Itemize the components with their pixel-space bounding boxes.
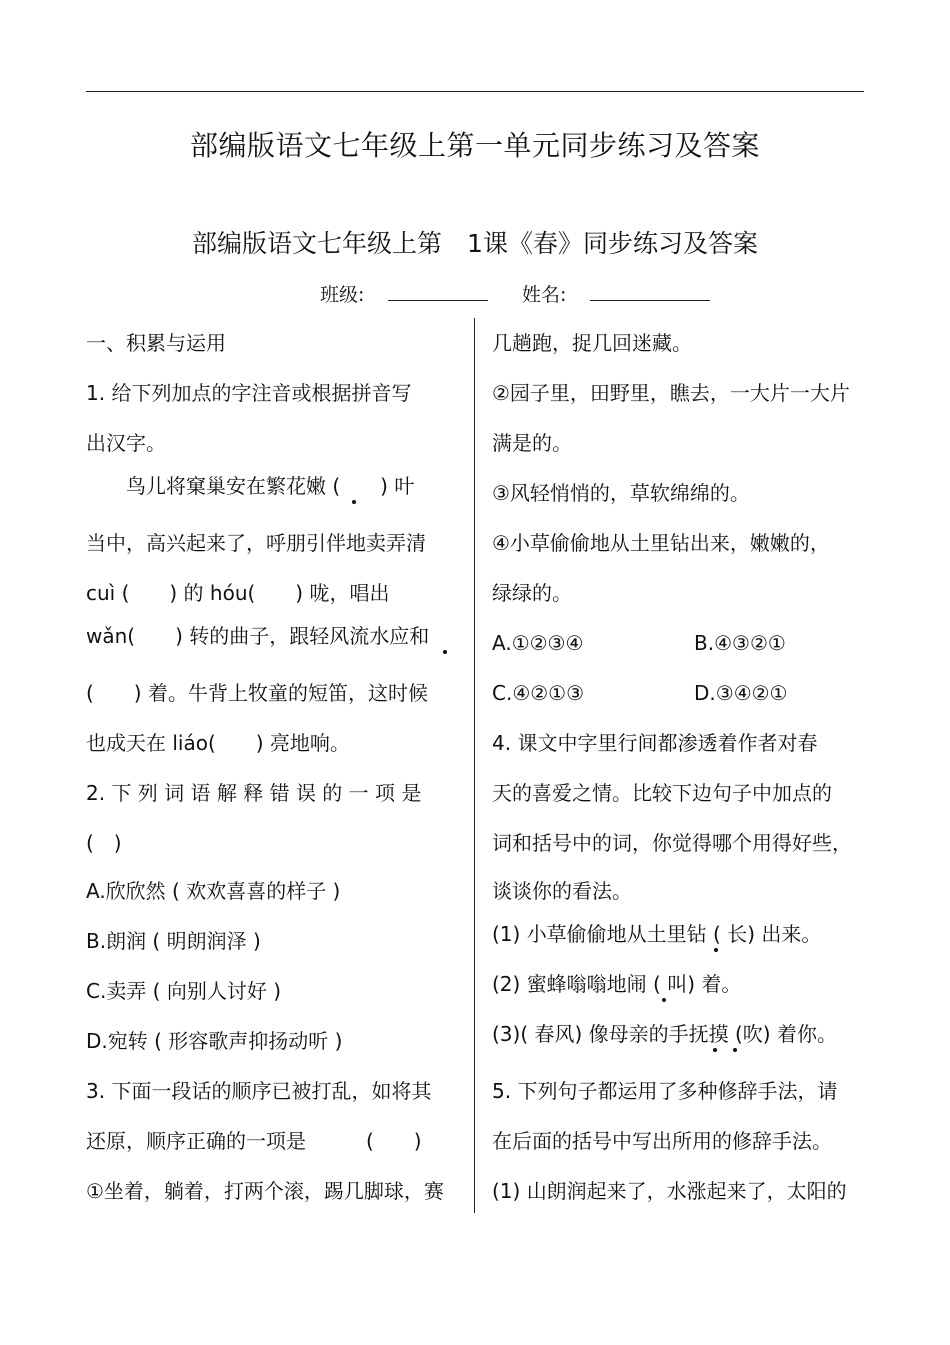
question-line: 天的喜爱之情。比较下边句子中加点的 [492,781,832,805]
class-label: 班级: [320,284,365,306]
option-d: D.③④②① [694,681,788,705]
passage-line: cuì ( ) 的 hóu( ) 咙，唱出 [86,581,390,605]
sentence-item: (2) 蜜蜂嗡嗡地闹 ( 叫) 着。 [492,972,742,996]
column-divider [474,318,475,1213]
passage-line: wǎn( ) 转的曲子，跟轻风流水应和 [86,624,430,648]
question-line: 词和括号中的词，你觉得哪个用得好些， [492,831,852,855]
option-b: B.④③②① [694,631,786,655]
passage-line: ①坐着，躺着，打两个滚，踢几脚球，赛 [86,1179,444,1203]
option-d: D.宛转 ( 形容歌声抑扬动听 ) [86,1029,343,1053]
passage-line: 鸟儿将窠巢安在繁花嫩 ( ) 叶 [86,474,415,498]
emphasis-dot [714,948,718,952]
passage-line: ④小草偷偷地从土里钻出来，嫩嫩的， [492,531,830,555]
emphasis-dot [443,650,447,654]
question-line: 谈谈你的看法。 [492,879,632,903]
class-blank [388,300,488,301]
passage-line: 也成天在 liáo( ) 亮地响。 [86,731,350,755]
question-line: 1. 给下列加点的字注音或根据拼音写 [86,381,412,405]
question-line: 3. 下面一段话的顺序已被打乱，如将其 [86,1079,432,1103]
option-a: A.欣欣然 ( 欢欢喜喜的样子 ) [86,879,341,903]
document-title: 部编版语文七年级上第一单元同步练习及答案 [189,129,760,162]
passage-line: 满是的。 [492,431,572,455]
sentence-item: (1) 小草偷偷地从土里钻 ( 长) 出来。 [492,922,822,946]
emphasis-dot [713,1048,717,1052]
answer-bracket: ( ) [86,831,122,855]
emphasis-dot [352,500,356,504]
passage-line: 几趟跑，捉几回迷藏。 [492,331,692,355]
lesson-title: 部编版语文七年级上第 1课《春》同步练习及答案 [192,229,758,258]
name-label: 姓名: [522,284,567,306]
emphasis-dot [662,998,666,1002]
question-line: 在后面的括号中写出所用的修辞手法。 [492,1129,832,1153]
question-line: 还原，顺序正确的一项是 ( ) [86,1129,422,1153]
name-blank [590,300,710,301]
option-a: A.①②③④ [492,631,584,655]
question-line: 2. 下 列 词 语 解 释 错 误 的 一 项 是 [86,781,422,805]
option-c: C.卖弄 ( 向别人讨好 ) [86,979,281,1003]
section-heading: 一、积累与运用 [86,331,226,355]
sentence-item: (3)( 春风) 像母亲的手抚摸 (吹) 着你。 [492,1022,837,1046]
question-line: 4. 课文中字里行间都渗透着作者对春 [492,731,818,755]
passage-line: 当中，高兴起来了，呼朋引伴地卖弄清 [86,531,426,555]
option-c: C.④②①③ [492,681,585,705]
emphasis-dot [733,1048,737,1052]
passage-line: ②园子里，田野里，瞧去，一大片一大片 [492,381,850,405]
sentence-item: (1) 山朗润起来了，水涨起来了，太阳的 [492,1179,847,1203]
passage-line: ( ) 着。牛背上牧童的短笛，这时候 [86,681,428,705]
header-rule [86,91,864,92]
passage-line: ③风轻悄悄的，草软绵绵的。 [492,481,750,505]
passage-line: 绿绿的。 [492,581,572,605]
question-line: 出汉字。 [86,431,166,455]
question-line: 5. 下列句子都运用了多种修辞手法，请 [492,1079,838,1103]
option-b: B.朗润 ( 明朗润泽 ) [86,929,261,953]
